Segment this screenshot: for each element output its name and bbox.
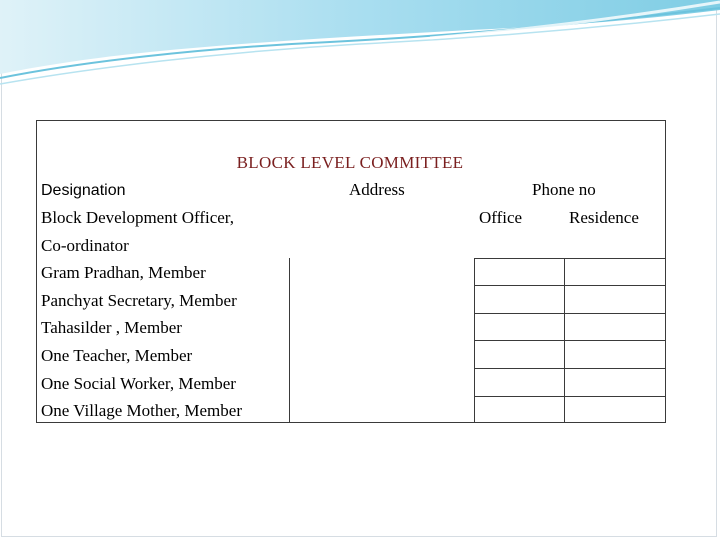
header-residence: Residence — [569, 208, 639, 227]
grid-line — [474, 285, 666, 286]
grid-line — [474, 368, 666, 369]
designation-row: Gram Pradhan, Member — [41, 263, 206, 282]
grid-line — [474, 258, 475, 423]
designation-row: One Village Mother, Member — [41, 401, 242, 420]
designation-row: Tahasilder , Member — [41, 318, 182, 337]
header-address: Address — [349, 180, 405, 199]
grid-line — [474, 258, 666, 259]
grid-line — [474, 396, 666, 397]
header-office: Office — [479, 208, 523, 227]
designation-row: One Teacher, Member — [41, 346, 193, 365]
table-title: BLOCK LEVEL COMMITTEE — [236, 153, 464, 172]
grid-line — [289, 258, 290, 423]
header-phone: Phone no — [532, 180, 596, 199]
designation-row: Co-ordinator — [41, 236, 129, 255]
header-designation: Designation — [41, 182, 126, 199]
grid-line — [474, 313, 666, 314]
designation-row: Block Development Officer, — [41, 208, 235, 227]
designation-row: One Social Worker, Member — [41, 374, 236, 393]
header-wave-banner — [0, 0, 720, 90]
grid-line — [564, 258, 565, 423]
designation-row: Panchyat Secretary, Member — [41, 291, 237, 310]
grid-line — [474, 340, 666, 341]
